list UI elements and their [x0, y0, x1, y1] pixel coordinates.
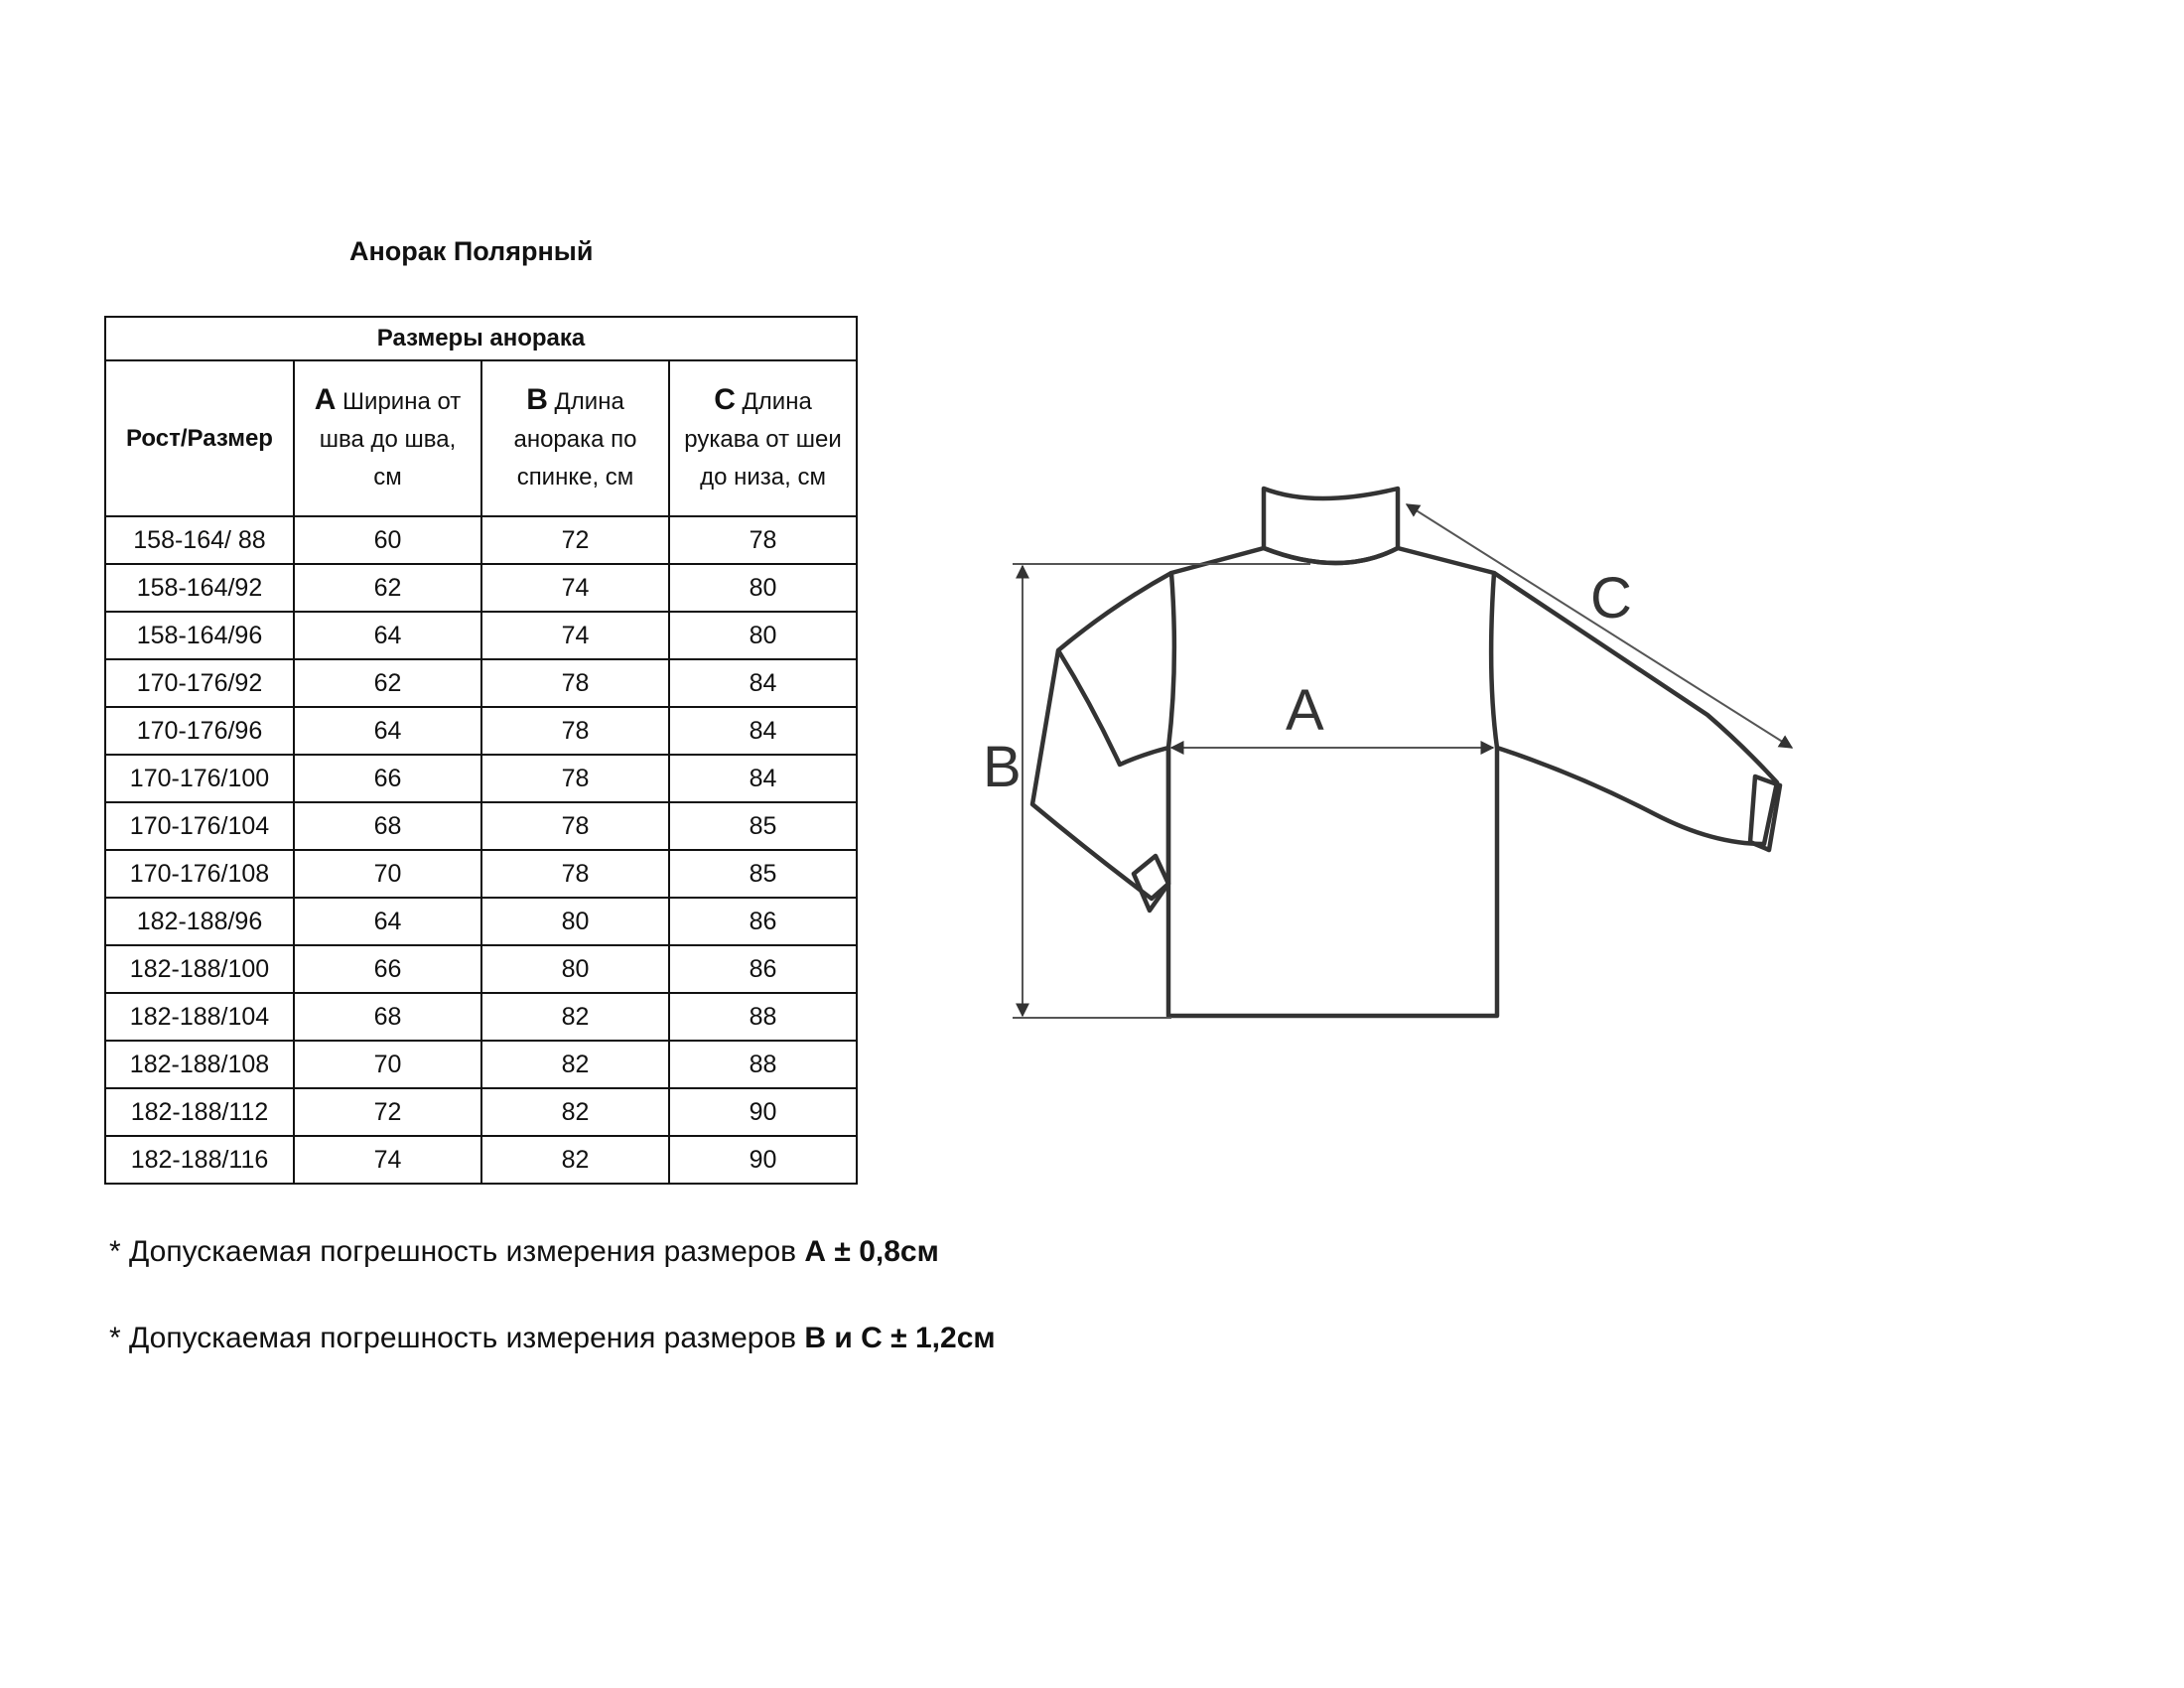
cell-b: 82 — [481, 1136, 669, 1184]
cell-b: 80 — [481, 945, 669, 993]
cell-a: 68 — [294, 993, 481, 1041]
table-row — [105, 945, 857, 993]
collar-shape — [1264, 489, 1398, 563]
cell-b: 82 — [481, 1088, 669, 1136]
cell-rost: 158-164/92 — [105, 564, 294, 612]
cell-a: 72 — [294, 1088, 481, 1136]
header-b — [481, 360, 669, 516]
cell-b: 78 — [481, 659, 669, 707]
cell-rost: 182-188/112 — [105, 1088, 294, 1136]
table-row — [105, 1136, 857, 1184]
tolerance-note-a — [109, 1235, 939, 1269]
table-body — [105, 516, 857, 1184]
table-row — [105, 516, 857, 564]
cell-rost: 170-176/104 — [105, 802, 294, 850]
table-row — [105, 564, 857, 612]
table-row — [105, 755, 857, 802]
cell-rost: 170-176/100 — [105, 755, 294, 802]
note-value: В и С ± 1,2см — [804, 1322, 996, 1354]
cell-b: 78 — [481, 755, 669, 802]
cell-c: 84 — [669, 659, 857, 707]
cell-c: 84 — [669, 707, 857, 755]
header-c-letter: С — [714, 382, 736, 416]
cell-rost: 182-188/108 — [105, 1041, 294, 1088]
cell-a: 74 — [294, 1136, 481, 1184]
cell-c: 80 — [669, 612, 857, 659]
cell-a: 70 — [294, 850, 481, 898]
cell-a: 70 — [294, 1041, 481, 1088]
tolerance-note-bc — [109, 1322, 996, 1355]
left-sleeve-shape — [1032, 573, 1171, 899]
table-row — [105, 850, 857, 898]
header-a-letter: А — [314, 382, 337, 416]
cell-rost: 170-176/92 — [105, 659, 294, 707]
cell-rost: 170-176/96 — [105, 707, 294, 755]
cell-a: 66 — [294, 945, 481, 993]
note-text: * Допускаемая погрешность измерения размеров — [109, 1235, 805, 1268]
cell-rost: 182-188/104 — [105, 993, 294, 1041]
header-c — [669, 360, 857, 516]
dimension-b-label: B — [983, 735, 1022, 799]
table-caption: Размеры анорака — [105, 317, 857, 360]
table-row — [105, 707, 857, 755]
cell-b: 78 — [481, 850, 669, 898]
cell-a: 62 — [294, 564, 481, 612]
cell-a: 64 — [294, 612, 481, 659]
table-row — [105, 993, 857, 1041]
page-title: Анорак Полярный — [349, 236, 594, 266]
cell-b: 78 — [481, 802, 669, 850]
body-shape — [1168, 548, 1497, 1016]
cell-rost: 182-188/100 — [105, 945, 294, 993]
cell-b: 74 — [481, 564, 669, 612]
cell-c: 88 — [669, 993, 857, 1041]
cell-c: 85 — [669, 802, 857, 850]
table-row — [105, 802, 857, 850]
note-value: А ± 0,8см — [804, 1235, 939, 1268]
table-row — [105, 1088, 857, 1136]
header-rost: Рост/Размер — [105, 360, 294, 516]
cell-a: 68 — [294, 802, 481, 850]
cell-rost: 158-164/ 88 — [105, 516, 294, 564]
cell-rost: 158-164/96 — [105, 612, 294, 659]
header-a — [294, 360, 481, 516]
cell-c: 88 — [669, 1041, 857, 1088]
header-a-text: Ширина от шва до шва, см — [319, 387, 462, 491]
size-table — [104, 316, 858, 1185]
cell-rost: 182-188/96 — [105, 898, 294, 945]
cell-rost: 182-188/116 — [105, 1136, 294, 1184]
note-text: * Допускаемая погрешность измерения размеров — [109, 1322, 805, 1354]
cell-a: 60 — [294, 516, 481, 564]
cell-b: 80 — [481, 898, 669, 945]
header-b-text: Длина анорака по спинке, см — [513, 387, 637, 491]
dimension-a-label: A — [1286, 678, 1324, 743]
cell-b: 82 — [481, 1041, 669, 1088]
table-row — [105, 898, 857, 945]
cell-b: 82 — [481, 993, 669, 1041]
right-sleeve-shape — [1494, 573, 1777, 844]
dimension-c-label: C — [1590, 566, 1632, 631]
cell-a: 62 — [294, 659, 481, 707]
cell-c: 84 — [669, 755, 857, 802]
header-c-text: Длина рукава от шеи до низа, см — [684, 387, 842, 491]
cell-c: 86 — [669, 945, 857, 993]
header-b-letter: В — [526, 382, 548, 416]
table-row — [105, 1041, 857, 1088]
anorak-diagram — [983, 467, 1837, 1062]
cell-a: 64 — [294, 707, 481, 755]
left-cuff-shape — [1134, 856, 1168, 911]
cell-a: 64 — [294, 898, 481, 945]
cell-b: 72 — [481, 516, 669, 564]
cell-c: 90 — [669, 1088, 857, 1136]
table-row — [105, 659, 857, 707]
cell-c: 80 — [669, 564, 857, 612]
cell-rost: 170-176/108 — [105, 850, 294, 898]
cell-c: 78 — [669, 516, 857, 564]
cell-c: 86 — [669, 898, 857, 945]
cell-c: 85 — [669, 850, 857, 898]
table-row — [105, 612, 857, 659]
cell-c: 90 — [669, 1136, 857, 1184]
cell-a: 66 — [294, 755, 481, 802]
cell-b: 78 — [481, 707, 669, 755]
cell-b: 74 — [481, 612, 669, 659]
